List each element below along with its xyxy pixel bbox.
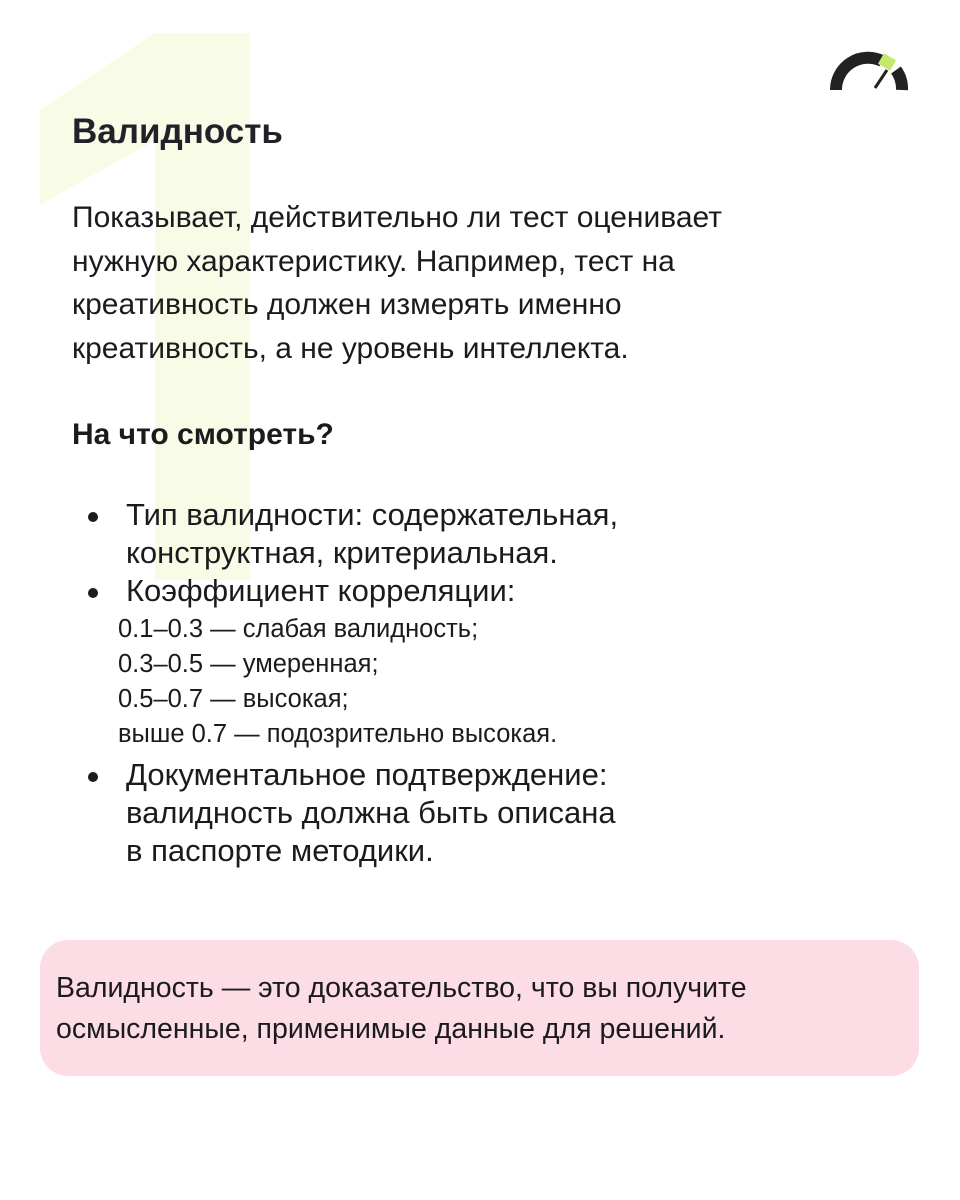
summary-callout (40, 940, 919, 1076)
item-line: Документальное подтверждение: (126, 757, 608, 792)
item-line: валидность должна быть описана (126, 795, 616, 830)
range-line: 0.3–0.5 — умеренная; (118, 650, 379, 678)
intro-line: креативность, а не уровень интеллекта. (72, 331, 629, 365)
callout-line: Валидность — это доказательство, что вы получите (56, 972, 747, 1004)
range-line: выше 0.7 — подозрительно высокая. (118, 720, 558, 748)
range-line: 0.5–0.7 — высокая; (118, 685, 349, 713)
intro-line: Показывает, действительно ли тест оценивает (72, 201, 722, 234)
bullet-icon (88, 512, 98, 522)
intro-line: креативность должен измерять именно (72, 288, 622, 321)
item-line: конструктная, критериальная. (126, 535, 558, 570)
range-line: 0.1–0.3 — слабая валидность; (118, 615, 479, 643)
callout-line: осмысленные, применимые данные для решений. (56, 1013, 726, 1045)
section-heading: На что смотреть? (72, 418, 334, 451)
criteria-list (88, 496, 888, 870)
correlation-ranges (118, 610, 888, 756)
list-item (88, 756, 888, 870)
item-line: Тип валидности: содержательная, (126, 497, 619, 532)
callout-text (56, 968, 747, 1050)
intro-line: нужную характеристику. Например, тест на (72, 244, 675, 278)
item-line: в паспорте методики. (126, 833, 434, 868)
page-title: Валидность (72, 112, 283, 151)
bullet-icon (88, 772, 98, 782)
intro-text (72, 196, 872, 370)
bullet-icon (88, 588, 98, 598)
item-line: Коэффициент корреляции: (126, 573, 516, 608)
list-item (88, 496, 888, 572)
list-item (88, 572, 888, 756)
speedometer-gauge-icon (830, 48, 910, 98)
